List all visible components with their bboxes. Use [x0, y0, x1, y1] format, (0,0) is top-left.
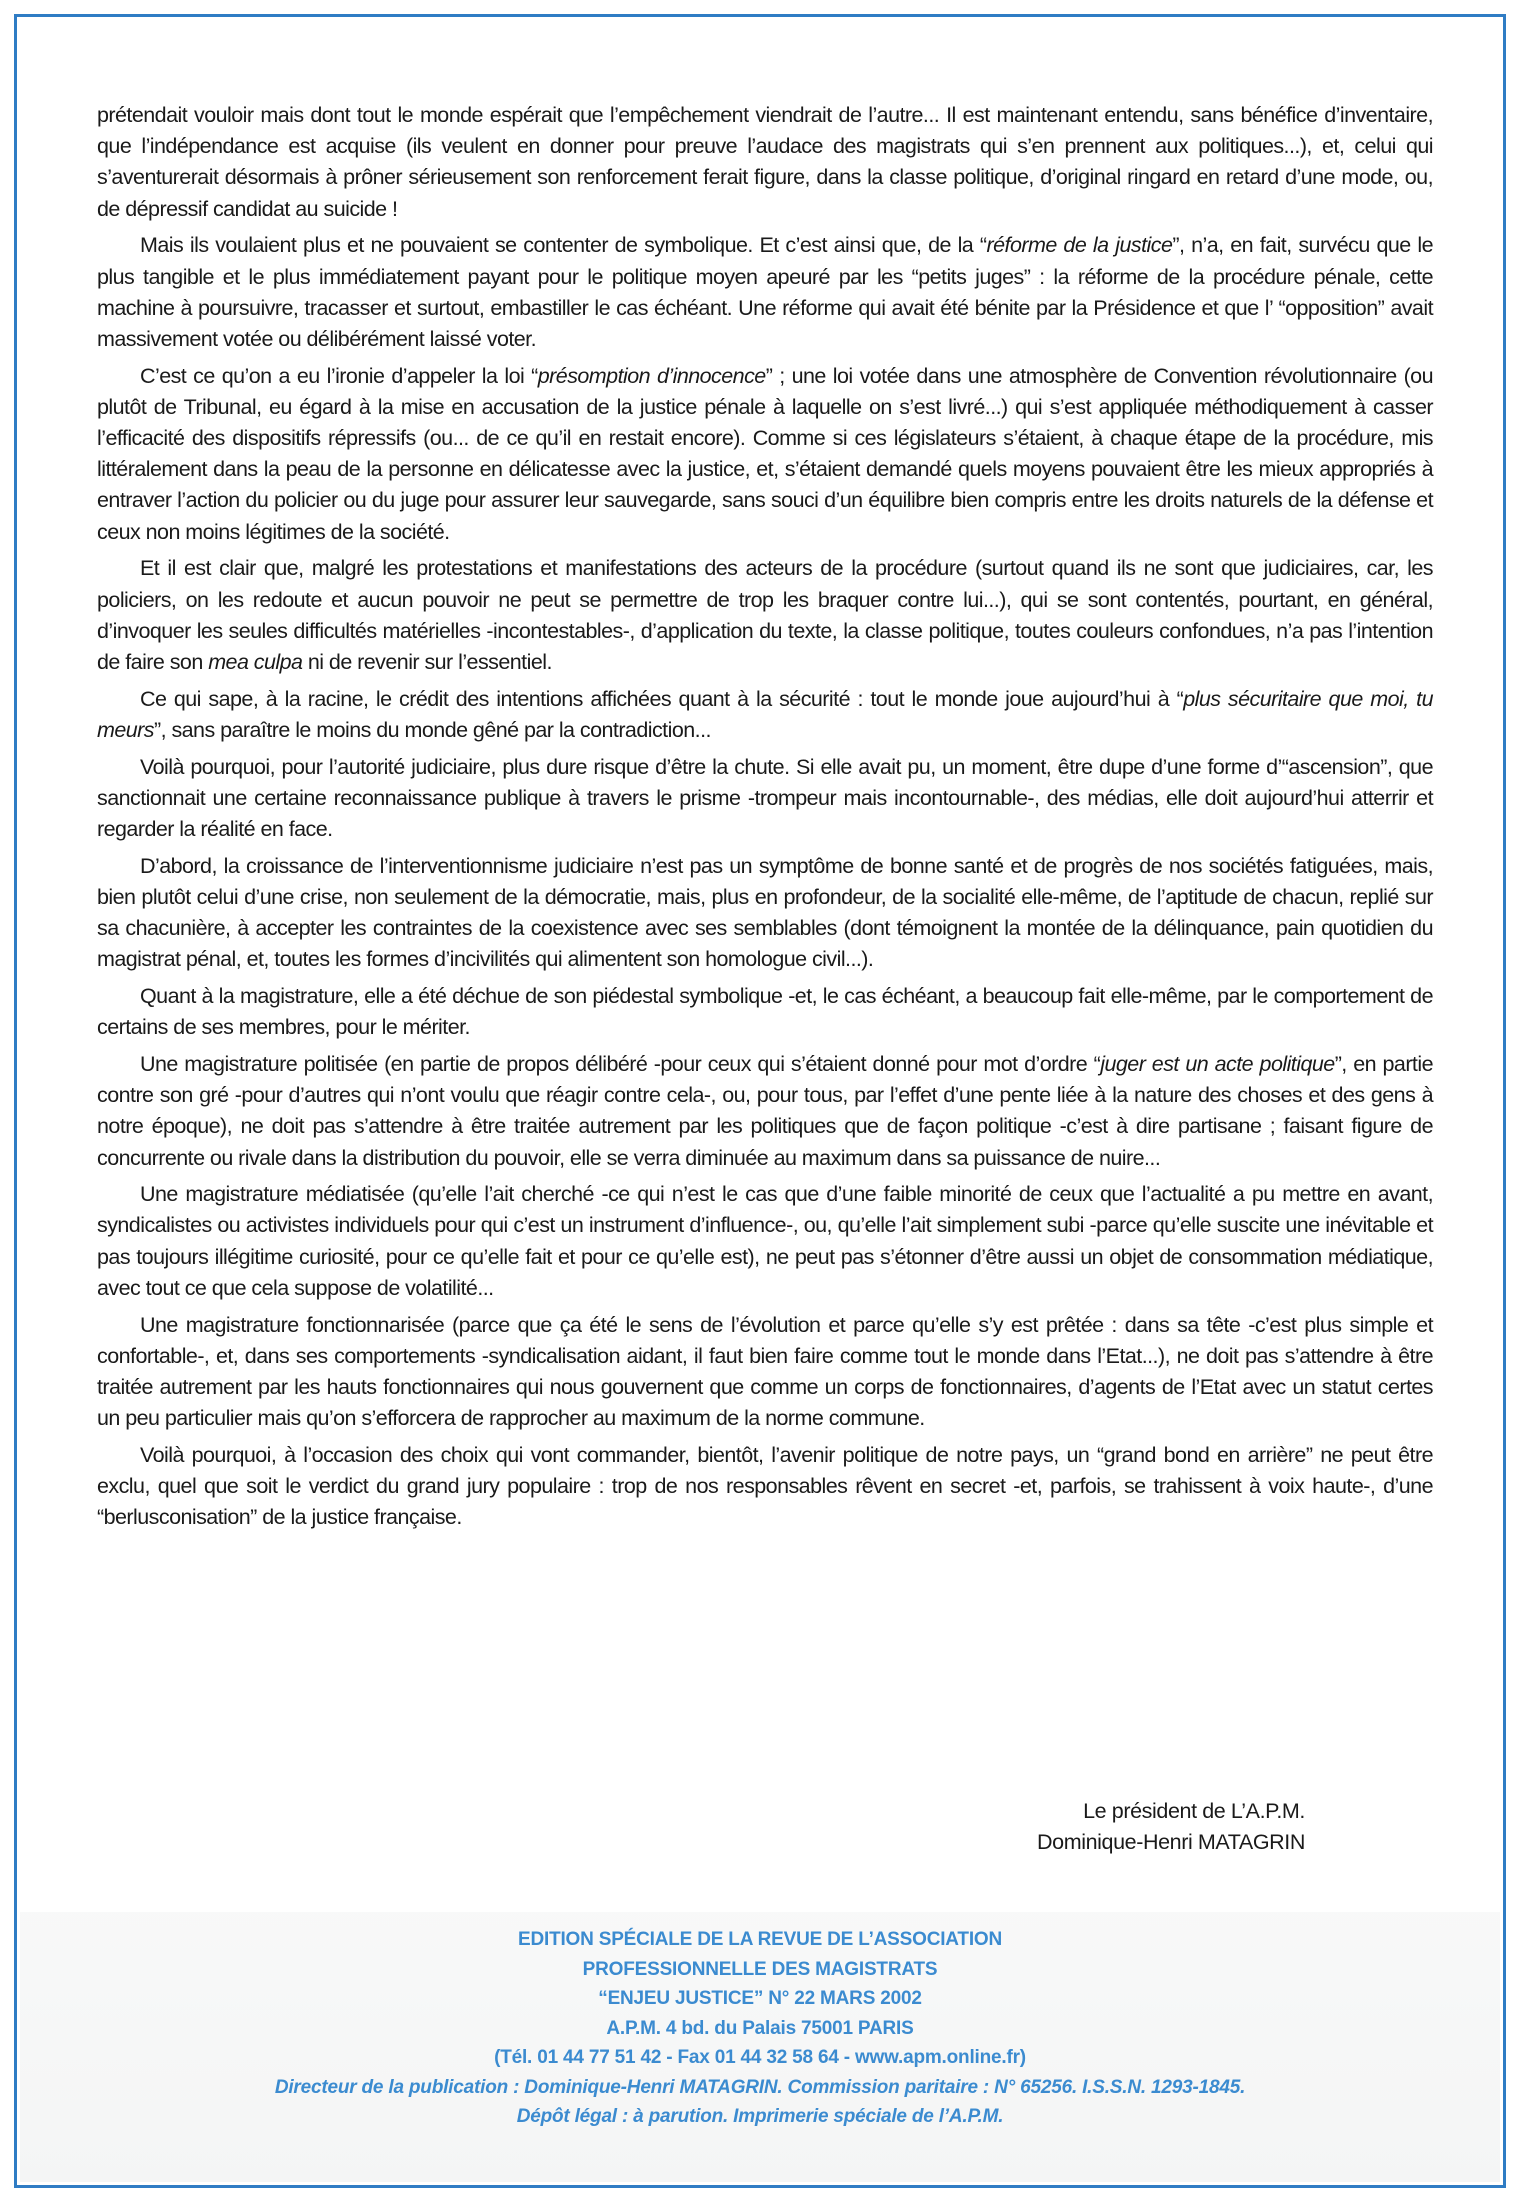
footer-publication-director-line: Directeur de la publication : Dominique-Henri MATAGRIN. Commission paritaire : N° 65256. I.S.S.N. 1293-1845.: [274, 2076, 1246, 2098]
paragraph-text: Une magistrature politisée (en partie de propos délibéré -pour ceux qui s’étaient donné pour mot d’ordre “: [140, 1051, 1101, 1076]
signature-block: [960, 1796, 1305, 1858]
italic-phrase: juger est un acte politique: [1100, 1051, 1335, 1076]
footer-issue-line: “ENJEU JUSTICE” N° 22 MARS 2002: [598, 1988, 922, 2009]
article-paragraph: [97, 981, 1433, 1043]
paragraph-text: C’est ce qu’on a eu l’ironie d’appeler la loi “: [140, 363, 538, 388]
article-paragraph: [97, 684, 1433, 746]
footer-address-line: A.P.M. 4 bd. du Palais 75001 PARIS: [606, 2017, 914, 2039]
paragraph-text: Voilà pourquoi, à l’occasion des choix qui vont commander, bientôt, l’avenir politique de notre pays, un “grand bond en arrière” ne peut être exclu, quel que soit le verdict du grand jury populaire : trop de nos responsables rêvent en secret -et, parfois, se trahissent à voix haute-, d’une “berlusconisation” de la justice française.: [97, 1442, 1433, 1530]
signature-title: Le président de L’A.P.M.: [1083, 1799, 1305, 1823]
article-paragraph: [97, 361, 1433, 548]
italic-phrase: mea culpa: [208, 649, 303, 674]
italic-phrase: réforme de la justice: [986, 233, 1173, 258]
paragraph-text: ” ; une loi votée dans une atmosphère de Convention révolutionnaire (ou plutôt de Tribunal, eu égard à la mise en accusation de la justice pénale à laquelle on s’est livré...) qui s’est appliquée méthodiquement à casser l’efficacité des dispositifs répressifs (ou... de ce qu’il en restait encore). Comme si ces législateurs s’étaient, à chaque étape de la procédure, mis littéralement dans la peau de la personne en délicatesse avec la justice, et, s’étaient demandé quels moyens pouvaient être les mieux appropriés à entraver l’action du policier ou du juge pour assurer leur sauvegarde, sans souci d’un équilibre bien compris entre les droits naturels de la défense et ceux non moins légitimes de la société.: [97, 363, 1433, 544]
article-paragraph: [97, 100, 1433, 225]
paragraph-text: Une magistrature fonctionnarisée (parce que ça été le sens de l’évolution et parce qu’elle s’y est prêtée : dans sa tête -c’est plus simple et confortable-, et, dans ses comportements -syndicalisation aidant, il faut bien faire comme tout le monde dans l’Etat...), ne doit pas s’attendre à être traitée autrement par les hauts fonctionnaires qui nous gouvernent que comme un corps de fonctionnaires, d’agents de l’Etat avec un statut certes un peu particulier mais qu’on s’efforcera de rapprocher au maximum de la norme commune.: [97, 1312, 1433, 1431]
paragraph-text: Voilà pourquoi, pour l’autorité judiciaire, plus dure risque d’être la chute. Si elle avait pu, un moment, être dupe d’une forme d’“ascension”, que sanctionnait une certaine reconnaissance publique à travers le prisme -trompeur mais incontournable-, des médias, elle doit aujourd’hui atterrir et regarder la réalité en face.: [97, 754, 1433, 841]
paragraph-text: ”, n’a, en fait, survécu que le plus tangible et le plus immédiatement payant pour le politique moyen apeuré par les “petits juges” : la réforme de la procédure pénale, cette machine à poursuivre, tracasser et surtout, embastiller le cas échéant. Une réforme qui avait été bénite par la Présidence et que l’ “opposition” avait massivement votée ou délibérément laissé voter.: [97, 233, 1434, 351]
paragraph-text: D’abord, la croissance de l’interventionnisme judiciaire n’est pas un symptôme de bonne santé et de progrès de nos sociétés fatiguées, mais, bien plutôt celui d’une crise, non seulement de la démocratie, mais, plus en profondeur, de la socialité elle-même, de l’aptitude de chacun, replié sur sa chacunière, à accepter les contraintes de la coexistence avec ses semblables (dont témoignent la montée de la délinquance, pain quotidien du magistrat pénal, et, toutes les formes d’incivilités qui alimentent son homologue civil...).: [97, 853, 1433, 972]
article-paragraph: [97, 1310, 1433, 1435]
article-paragraph: [97, 851, 1433, 976]
article-paragraph: [97, 1440, 1433, 1534]
footer-edition-line: EDITION SPÉCIALE DE LA REVUE DE L’ASSOCIATION: [518, 1929, 1002, 1950]
footer-contact-line: (Tél. 01 44 77 51 42 - Fax 01 44 32 58 64 - www.apm.online.fr): [494, 2047, 1026, 2068]
paragraph-text: ”, en partie contre son gré -pour d’autres qui n’ont voulu que réagir contre cela-, ou, pour tous, par l’effet d’une pente liée à la nature des choses et des gens à notre époque), ne doit pas s’attendre à être traitée autrement par les politiques que de façon politique -c’est à dire partisane ; faisant figure de concurrente ou rivale dans la distribution du pouvoir, elle se verra diminuée au maximum dans sa puissance de nuire...: [97, 1051, 1433, 1170]
paragraph-text: Mais ils voulaient plus et ne pouvaient se contenter de symbolique. Et c’est ainsi que, de la “: [140, 233, 987, 258]
article-body: [97, 100, 1433, 1539]
italic-phrase: plus sécuritaire que moi, tu meurs: [97, 686, 1433, 742]
paragraph-text: ni de revenir sur l’essentiel.: [302, 649, 552, 674]
article-paragraph: [97, 1179, 1433, 1304]
paragraph-text: Et il est clair que, malgré les protestations et manifestations des acteurs de la procédure (surtout quand ils ne sont que judiciaires, car, les policiers, on les redoute et aucun pouvoir ne peut se permettre de trop les braquer contre lui...), qui se sont contentés, pourtant, en général, d’invoquer les seules difficultés matérielles -incontestables-, d’application du texte, la classe politique, toutes couleurs confondues, n’a pas l’intention de faire son: [97, 556, 1433, 674]
publication-footer: [20, 1925, 1500, 2132]
article-paragraph: [97, 230, 1433, 355]
signature-name: Dominique-Henri MATAGRIN: [1037, 1830, 1305, 1854]
paragraph-text: Ce qui sape, à la racine, le crédit des intentions affichées quant à la sécurité : tout le monde joue aujourd’hui à “: [140, 686, 1184, 711]
article-paragraph: [97, 553, 1433, 678]
article-paragraph: [97, 752, 1433, 846]
paragraph-text: Une magistrature médiatisée (qu’elle l’ait cherché -ce qui n’est le cas que d’une faible minorité de ceux que l’actualité a pu mettre en avant, syndicalistes ou activistes individuels pour qui c’est un instrument d’influence-, ou, qu’elle l’ait simplement subi -parce qu’elle suscite une inévitable et pas toujours illégitime curiosité, pour ce qu’elle fait et pour ce qu’elle est), ne peut pas s’étonner d’être aussi un objet de consommation médiatique, avec tout ce que cela suppose de volatilité...: [97, 1182, 1433, 1300]
paragraph-text: prétendait vouloir mais dont tout le monde espérait que l’empêchement viendrait de l’autre... Il est maintenant entendu, sans bénéfice d’inventaire, que l’indépendance est acquise (ils veulent en donner pour preuve l’audace des magistrats qui s’en prennent aux politiques...), et, celui qui s’aventurerait désormais à prôner sérieusement son renforcement ferait figure, dans la classe politique, d’original ringard en retard d’une mode, ou, de dépressif candidat au suicide !: [97, 103, 1433, 221]
italic-phrase: présomption d’innocence: [537, 363, 766, 388]
paragraph-text: Quant à la magistrature, elle a été déchue de son piédestal symbolique -et, le cas échéant, a beaucoup fait elle-même, par le comportement de certains de ses membres, pour le mériter.: [97, 983, 1433, 1040]
paragraph-text: ”, sans paraître le moins du monde gêné par la contradiction...: [153, 717, 711, 742]
footer-association-line: PROFESSIONNELLE DES MAGISTRATS: [582, 1958, 938, 1980]
footer-legal-deposit-line: Dépôt légal : à parution. Imprimerie spéciale de l’A.P.M.: [516, 2106, 1004, 2127]
article-paragraph: [97, 1049, 1433, 1174]
